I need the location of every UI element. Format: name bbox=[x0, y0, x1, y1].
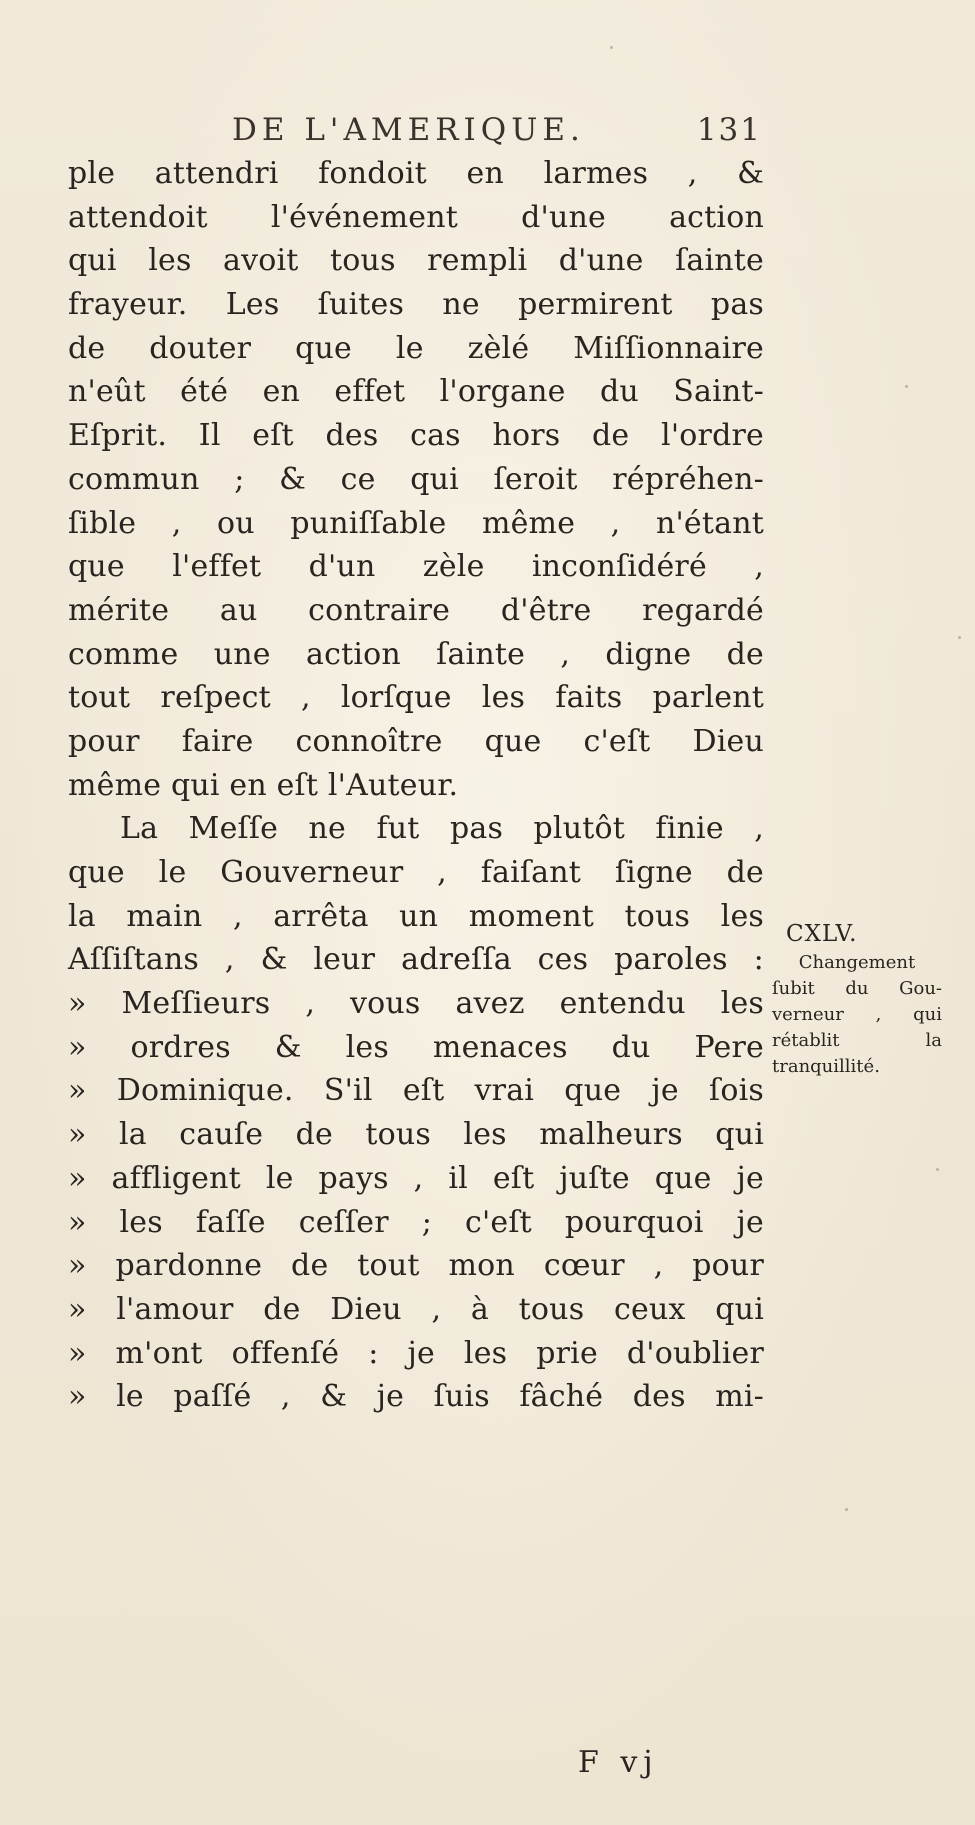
text-line: » pardonne de tout mon cœur , pour bbox=[68, 1248, 764, 1284]
margin-note-number: CXLV. bbox=[786, 921, 858, 947]
paper-speck bbox=[610, 46, 613, 49]
text-line: qui les avoit tous rempli d'une ſainte bbox=[68, 243, 764, 279]
text-line: pour faire connoître que c'eſt Dieu bbox=[68, 723, 764, 759]
text-line-paragraph-start: La Meſſe ne fut pas plutôt finie , bbox=[120, 811, 764, 847]
text-line: tout reſpect , lorſque les faits parlent bbox=[68, 680, 764, 716]
running-head-title: DE L'AMERIQUE. bbox=[232, 112, 585, 148]
paper-speck bbox=[845, 1508, 848, 1511]
text-line: la main , arrêta un moment tous les bbox=[68, 898, 764, 934]
text-line: Aſſiſtans , & leur adreſſa ces paroles : bbox=[68, 942, 764, 978]
text-line: » Dominique. S'il eſt vrai que je ſois bbox=[68, 1073, 764, 1109]
text-line: frayeur. Les ſuites ne permirent pas bbox=[68, 287, 764, 323]
text-line: commun ; & ce qui ſeroit répréhen- bbox=[68, 461, 764, 497]
text-line: » affligent le pays , il eſt juſte que je bbox=[68, 1160, 764, 1196]
margin-note-line: ſubit du Gou- bbox=[772, 978, 942, 999]
text-line: » les faſſe ceſſer ; c'eſt pourquoi je bbox=[68, 1204, 764, 1240]
margin-note bbox=[772, 918, 942, 1080]
paper-speck bbox=[936, 1168, 939, 1171]
text-line: de douter que le zèlé Miſſionnaire bbox=[68, 330, 764, 366]
paper-speck bbox=[905, 385, 908, 388]
text-line: ſible , ou puniſſable même , n'étant bbox=[68, 505, 764, 541]
text-line: » ordres & les menaces du Pere bbox=[68, 1029, 764, 1065]
page-number: 131 bbox=[696, 112, 762, 148]
text-line: » m'ont offenſé : je les prie d'oublier bbox=[68, 1335, 764, 1371]
text-line: attendoit l'événement d'une action bbox=[68, 199, 764, 235]
text-line: » le paſſé , & je ſuis fâché des mi- bbox=[68, 1379, 764, 1415]
margin-note-line: Changement bbox=[798, 952, 916, 973]
margin-note-line: rétablit la bbox=[772, 1030, 942, 1051]
text-line: n'eût été en effet l'organe du Saint- bbox=[68, 374, 764, 410]
text-line-paragraph-end: même qui en eſt l'Auteur. bbox=[68, 767, 459, 803]
text-line: comme une action ſainte , digne de bbox=[68, 636, 764, 672]
margin-note-line: verneur , qui bbox=[772, 1004, 942, 1025]
text-line: Eſprit. Il eſt des cas hors de l'ordre bbox=[68, 418, 764, 454]
text-line: ple attendri fondoit en larmes , & bbox=[68, 156, 764, 191]
text-line: mérite au contraire d'être regardé bbox=[68, 592, 764, 628]
text-line: que l'effet d'un zèle inconſidéré , bbox=[68, 549, 764, 585]
signature-mark: F vj bbox=[578, 1745, 659, 1780]
text-line: » l'amour de Dieu , à tous ceux qui bbox=[68, 1291, 764, 1327]
text-line: » la cauſe de tous les malheurs qui bbox=[68, 1117, 764, 1153]
text-line: » Meſſieurs , vous avez entendu les bbox=[68, 986, 764, 1022]
margin-note-line: tranquillité. bbox=[772, 1056, 880, 1077]
paper-speck bbox=[958, 636, 961, 639]
text-line: que le Gouverneur , faiſant ſigne de bbox=[68, 855, 764, 890]
body-text bbox=[68, 152, 764, 1419]
